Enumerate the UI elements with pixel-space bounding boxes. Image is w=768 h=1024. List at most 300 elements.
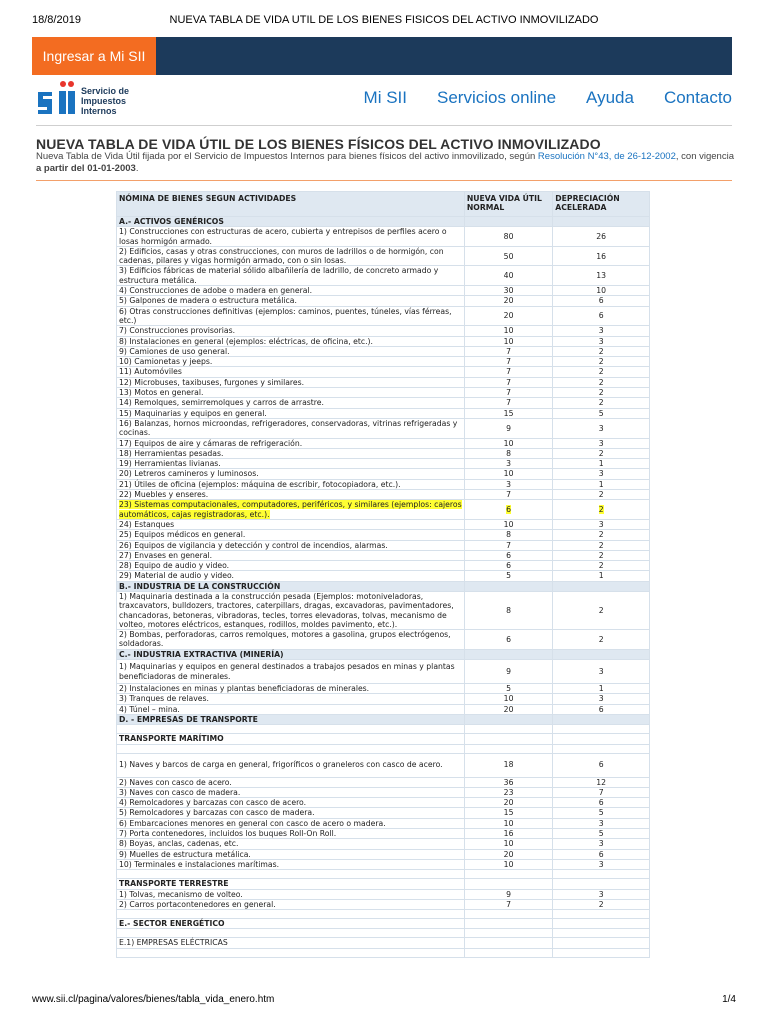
cell-text: 30 [503, 286, 514, 296]
accelerated-cell [553, 714, 650, 724]
table-row [117, 540, 650, 550]
highlighted-text: 2 [598, 504, 604, 514]
normal-life-cell [464, 630, 552, 650]
asset-name-cell [117, 704, 465, 714]
nav-servicios-online[interactable]: Servicios online [436, 88, 557, 107]
cell-text: 3) Tranques de relaves. [119, 694, 209, 704]
accelerated-cell [553, 777, 650, 787]
table-row [117, 829, 650, 839]
normal-life-cell [464, 459, 552, 469]
blank-row [117, 948, 650, 957]
cell-text: 9 [506, 423, 512, 433]
accelerated-cell [553, 408, 650, 418]
asset-name-cell [117, 734, 465, 744]
normal-life-cell [464, 929, 552, 938]
blank-row [117, 929, 650, 938]
accelerated-cell [553, 561, 650, 571]
accelerated-cell [553, 694, 650, 704]
normal-life-cell [464, 879, 552, 889]
cell-text: 5) Remolcadores y barcazas con casco de madera. [119, 808, 315, 818]
cell-text: 36 [503, 777, 514, 787]
normal-life-cell [464, 540, 552, 550]
accelerated-cell [553, 217, 650, 227]
cell-text: 13) Motos en general. [119, 388, 204, 398]
cell-text: 3 [598, 889, 604, 899]
normal-life-cell [464, 438, 552, 448]
cell-text: 26 [596, 231, 607, 241]
asset-name-cell [117, 870, 465, 879]
cell-text: 3 [598, 694, 604, 704]
accelerated-cell [553, 459, 650, 469]
cell-text: 10 [503, 469, 514, 479]
table-row [117, 469, 650, 479]
cell-text: 20 [503, 296, 514, 306]
cell-text: E.1) EMPRESAS ELÉCTRICAS [119, 938, 228, 948]
normal-life-cell [464, 266, 552, 286]
table-row [117, 849, 650, 859]
accelerated-cell [553, 649, 650, 659]
normal-life-cell [464, 479, 552, 489]
login-button[interactable]: Ingresar a Mi SII [32, 37, 156, 75]
asset-name-cell [117, 919, 465, 929]
normal-life-cell [464, 849, 552, 859]
normal-life-cell [464, 753, 552, 777]
cell-text: 10 [596, 286, 607, 296]
cell-text: 2 [598, 388, 604, 398]
accelerated-cell [553, 919, 650, 929]
table-row [117, 694, 650, 704]
cell-text: 14) Remolques, semirremolques y carros de arrastre. [119, 398, 324, 408]
asset-name-cell [117, 938, 465, 948]
cell-text: 8 [506, 605, 512, 615]
cell-text: 12) Microbuses, taxibuses, furgones y similares. [119, 377, 305, 387]
cell-text: E.- SECTOR ENERGÉTICO [119, 919, 225, 929]
cell-text: D. - EMPRESAS DE TRANSPORTE [119, 714, 258, 724]
accelerated-cell [553, 357, 650, 367]
cell-text: 20 [503, 311, 514, 321]
table-row [117, 266, 650, 286]
accelerated-cell [553, 306, 650, 326]
cell-text: 1) Maquinaria destinada a la construcción pesada (Ejemplos: motoniveladoras, traxcavators, bulldozers, tractores, caterpillars, dragas, excavadoras, pavimentadores, chancadoras, betoneras, vibradoras, tecles, torres elevadoras, tolvas, mecanismo de volteo, motores eléctricos, estanques, rodillos, moldes pavimento, etc.). [119, 591, 454, 629]
accelerated-cell [553, 469, 650, 479]
table-row [117, 808, 650, 818]
cell-text: 7 [506, 490, 512, 500]
asset-name-cell [117, 714, 465, 724]
cell-text: 5 [598, 808, 604, 818]
cell-text: 10 [503, 519, 514, 529]
accelerated-cell [553, 725, 650, 734]
cell-text: 3 [506, 459, 512, 469]
asset-name-cell [117, 469, 465, 479]
cell-text: 2) Edificios, casas y otras construcciones, con muros de ladrillos o de hormigón, con cadenas, pilares y vigas hormigón armado, con o sin losas. [119, 246, 444, 266]
asset-name-cell [117, 829, 465, 839]
accelerated-cell [553, 266, 650, 286]
normal-life-cell [464, 899, 552, 909]
cell-text: 5 [506, 684, 512, 694]
asset-name-cell [117, 540, 465, 550]
cell-text: 1 [598, 571, 604, 581]
cell-text: 7 [506, 357, 512, 367]
asset-name-cell [117, 753, 465, 777]
table-row [117, 787, 650, 797]
normal-life-cell [464, 469, 552, 479]
nav-contacto[interactable]: Contacto [663, 88, 732, 107]
cell-text: 10 [503, 694, 514, 704]
accelerated-cell [553, 418, 650, 438]
normal-life-cell [464, 839, 552, 849]
accelerated-cell [553, 388, 650, 398]
normal-life-cell [464, 561, 552, 571]
cell-text: 10 [503, 839, 514, 849]
accelerated-cell [553, 550, 650, 560]
accelerated-cell [553, 479, 650, 489]
table-row [117, 684, 650, 694]
asset-name-cell [117, 879, 465, 889]
cell-text: 50 [503, 251, 514, 261]
asset-name-cell [117, 744, 465, 753]
normal-life-cell [464, 346, 552, 356]
highlighted-text: 23) Sistemas computacionales, computadores, periféricos, y similares (ejemplos: cajeros automáticos, cajas registradoras, etc.). [119, 500, 462, 519]
asset-name-cell [117, 889, 465, 899]
resolution-link[interactable]: Resolución N°43, de 26-12-2002 [537, 151, 676, 162]
table-row [117, 459, 650, 469]
cell-text: 2 [598, 346, 604, 356]
accelerated-cell [553, 346, 650, 356]
cell-text: 12 [596, 777, 607, 787]
cell-text: 5) Galpones de madera o estructura metálica. [119, 296, 297, 306]
highlighted-text: 6 [506, 504, 512, 514]
accelerated-cell [553, 286, 650, 296]
sii-logo[interactable] [36, 80, 146, 120]
asset-name-cell [117, 808, 465, 818]
asset-name-cell [117, 725, 465, 734]
table-row [117, 246, 650, 266]
cell-text: 3 [506, 479, 512, 489]
table-row [117, 550, 650, 560]
asset-name-cell [117, 500, 465, 520]
asset-name-cell [117, 839, 465, 849]
asset-name-cell [117, 438, 465, 448]
cell-text: 2 [598, 448, 604, 458]
cell-text: 15 [503, 408, 514, 418]
cell-text: 2 [598, 899, 604, 909]
cell-text: 6 [506, 561, 512, 571]
accelerated-cell [553, 591, 650, 629]
table-row [117, 357, 650, 367]
cell-text: 2 [598, 605, 604, 615]
table-row [117, 500, 650, 520]
normal-life-cell [464, 326, 552, 336]
cell-text: 1) Construcciones con estructuras de acero, cubierta y entrepisos de perfiles acero o losas hormigón armado. [119, 227, 447, 246]
accelerated-cell [553, 519, 650, 529]
cell-text: 16) Balanzas, hornos microondas, refrigeradores, conservadoras, vitrinas refrigeradas y cocinas. [119, 418, 458, 438]
normal-life-cell [464, 357, 552, 367]
cell-text: 25) Equipos médicos en general. [119, 530, 246, 540]
asset-name-cell [117, 630, 465, 650]
cell-text: 80 [503, 231, 514, 241]
section-row [117, 581, 650, 591]
table-row [117, 336, 650, 346]
cell-text: 6 [598, 760, 604, 770]
blank-row [117, 725, 650, 734]
normal-life-cell [464, 217, 552, 227]
cell-text: 27) Envases en general. [119, 550, 213, 560]
cell-text: 3 [598, 666, 604, 676]
asset-name-cell [117, 649, 465, 659]
normal-life-cell [464, 500, 552, 520]
cell-text: 11) Automóviles [119, 367, 182, 377]
normal-life-cell [464, 490, 552, 500]
blank-row [117, 744, 650, 753]
section-row [117, 714, 650, 724]
accelerated-cell [553, 296, 650, 306]
cell-text: 20) Letreros camineros y luminosos. [119, 469, 259, 479]
normal-life-cell [464, 818, 552, 828]
cell-text: 3 [598, 469, 604, 479]
accelerated-cell [553, 948, 650, 957]
cell-text: 2 [598, 561, 604, 571]
cell-text: 24) Estanques [119, 519, 175, 529]
cell-text: 21) Útiles de oficina (ejemplos: máquina de escribir, fotocopiadora, etc.). [119, 479, 401, 489]
cell-text: 3 [598, 336, 604, 346]
table-row [117, 490, 650, 500]
cell-text: 8 [506, 530, 512, 540]
table-row [117, 571, 650, 581]
cell-text: B.- INDUSTRIA DE LA CONSTRUCCIÓN [119, 581, 281, 591]
cell-text: 7 [506, 899, 512, 909]
divider [36, 125, 732, 126]
asset-name-cell [117, 448, 465, 458]
cell-text: 2) Instalaciones en minas y plantas beneficiadoras de minerales. [119, 684, 370, 694]
asset-name-cell [117, 227, 465, 247]
normal-life-cell [464, 859, 552, 869]
asset-name-cell [117, 550, 465, 560]
subsection-row [117, 879, 650, 889]
blank-row [117, 910, 650, 919]
cell-text: 2 [598, 377, 604, 387]
cell-text: 3) Naves con casco de madera. [119, 787, 241, 797]
cell-text: 7) Porta contenedores, incluidos los buques Roll-On Roll. [119, 829, 337, 839]
cell-text: 7 [506, 367, 512, 377]
print-header [32, 14, 736, 30]
accelerated-cell [553, 859, 650, 869]
asset-name-cell [117, 357, 465, 367]
cell-text: 3 [598, 326, 604, 336]
cell-text: 4) Remolcadores y barcazas con casco de acero. [119, 798, 307, 808]
normal-life-cell [464, 398, 552, 408]
cell-text: 20 [503, 798, 514, 808]
accelerated-cell [553, 704, 650, 714]
table-row [117, 660, 650, 684]
asset-name-cell [117, 818, 465, 828]
normal-life-cell [464, 367, 552, 377]
accelerated-cell [553, 660, 650, 684]
cell-text: 1 [598, 684, 604, 694]
cell-text: TRANSPORTE MARÍTIMO [119, 734, 224, 744]
normal-life-cell [464, 829, 552, 839]
asset-name-cell [117, 581, 465, 591]
cell-text: 2) Naves con casco de acero. [119, 777, 232, 787]
cell-text: 8 [506, 448, 512, 458]
asset-name-cell [117, 479, 465, 489]
cell-text: 2) Bombas, perforadoras, carros remolques, motores a gasolina, grupos electrógenos, soldadoras. [119, 630, 451, 649]
cell-text: 3 [598, 423, 604, 433]
page-title: NUEVA TABLA DE VIDA ÚTIL DE LOS BIENES FÍSICOS DEL ACTIVO INMOVILIZADO [36, 136, 601, 152]
normal-life-cell [464, 787, 552, 797]
cell-text: 15) Maquinarias y equipos en general. [119, 408, 267, 418]
cell-text: 6 [598, 798, 604, 808]
cell-text: 20 [503, 849, 514, 859]
cell-text: 1 [598, 479, 604, 489]
accelerated-cell [553, 500, 650, 520]
normal-life-cell [464, 336, 552, 346]
asset-name-cell [117, 660, 465, 684]
table-row [117, 479, 650, 489]
table-row [117, 286, 650, 296]
nav-ayuda[interactable]: Ayuda [586, 88, 634, 107]
cell-text: 5 [598, 829, 604, 839]
normal-life-cell [464, 388, 552, 398]
table-row [117, 326, 650, 336]
table-row [117, 408, 650, 418]
normal-life-cell [464, 296, 552, 306]
normal-life-cell [464, 919, 552, 929]
accelerated-cell [553, 787, 650, 797]
normal-life-cell [464, 660, 552, 684]
cell-text: 26) Equipos de vigilancia y detección y control de incendios, alarmas. [119, 540, 388, 550]
asset-name-cell [117, 367, 465, 377]
table-row [117, 519, 650, 529]
cell-text: 2) Carros portacontenedores en general. [119, 899, 276, 909]
normal-life-cell [464, 519, 552, 529]
table-row [117, 367, 650, 377]
normal-life-cell [464, 550, 552, 560]
accelerated-cell [553, 377, 650, 387]
cell-text: 1 [598, 459, 604, 469]
cell-text: 9) Camiones de uso general. [119, 346, 230, 356]
cell-text: 29) Material de audio y video. [119, 571, 234, 581]
useful-life-table [116, 191, 650, 958]
accelerated-cell [553, 889, 650, 899]
cell-text: 4) Construcciones de adobe o madera en general. [119, 286, 313, 296]
cell-text: 10 [503, 859, 514, 869]
accelerated-cell [553, 910, 650, 919]
table-header-row [117, 192, 650, 217]
asset-name-cell [117, 306, 465, 326]
accelerated-cell [553, 540, 650, 550]
cell-text: 8) Instalaciones en general (ejemplos: eléctricas, de oficina, etc.). [119, 336, 373, 346]
table-row [117, 630, 650, 650]
table-row [117, 753, 650, 777]
cell-text: 10) Camionetas y jeeps. [119, 357, 213, 367]
normal-life-cell [464, 649, 552, 659]
accelerated-cell [553, 630, 650, 650]
normal-life-cell [464, 227, 552, 247]
table-row [117, 530, 650, 540]
cell-text: 6 [598, 311, 604, 321]
accelerated-cell [553, 367, 650, 377]
accelerated-cell [553, 808, 650, 818]
table-row [117, 798, 650, 808]
asset-name-cell [117, 929, 465, 938]
cell-text: 6 [598, 704, 604, 714]
asset-name-cell [117, 561, 465, 571]
asset-name-cell [117, 398, 465, 408]
accelerated-cell [553, 734, 650, 744]
divider-orange [36, 180, 732, 181]
cell-text: C.- INDUSTRIA EXTRACTIVA (MINERÍA) [119, 649, 284, 659]
cell-text: 2 [598, 550, 604, 560]
logo-text: Servicio de Impuestos Internos [81, 86, 130, 116]
normal-life-cell [464, 744, 552, 753]
normal-life-cell [464, 910, 552, 919]
accelerated-cell [553, 753, 650, 777]
intro-paragraph: Nueva Tabla de Vida Útil fijada por el Servicio de Impuestos Internos para bienes físicos del activo inmovilizado, según Resolución N°43, de 26-12-2002, con vigencia a partir del 01-01-2003. [36, 151, 734, 174]
cell-text: 3 [598, 839, 604, 849]
cell-text: 7 [506, 388, 512, 398]
accelerated-cell [553, 818, 650, 828]
table-row [117, 398, 650, 408]
normal-life-cell [464, 777, 552, 787]
cell-text: 19) Herramientas livianas. [119, 459, 221, 469]
nav-mi-sii[interactable]: Mi SII [363, 88, 407, 107]
accelerated-cell [553, 490, 650, 500]
cell-text: 5 [506, 571, 512, 581]
table-row [117, 296, 650, 306]
table-row [117, 306, 650, 326]
normal-life-cell [464, 408, 552, 418]
cell-text: 10 [503, 818, 514, 828]
asset-name-cell [117, 948, 465, 957]
normal-life-cell [464, 948, 552, 957]
asset-name-cell [117, 408, 465, 418]
cell-text: 5 [598, 408, 604, 418]
asset-name-cell [117, 849, 465, 859]
normal-life-cell [464, 246, 552, 266]
accelerated-cell [553, 839, 650, 849]
asset-name-cell [117, 591, 465, 629]
normal-life-cell [464, 714, 552, 724]
asset-name-cell [117, 346, 465, 356]
accelerated-cell [553, 829, 650, 839]
table-row [117, 777, 650, 787]
asset-name-cell [117, 519, 465, 529]
cell-text: 7 [506, 398, 512, 408]
print-title: NUEVA TABLA DE VIDA UTIL DE LOS BIENES FISICOS DEL ACTIVO INMOVILIZADO [169, 14, 599, 26]
table-row [117, 448, 650, 458]
cell-text: 13 [596, 271, 607, 281]
accelerated-cell [553, 684, 650, 694]
cell-text: 7 [598, 787, 604, 797]
cell-text: TRANSPORTE TERRESTRE [119, 879, 229, 889]
accelerated-cell [553, 448, 650, 458]
asset-name-cell [117, 490, 465, 500]
normal-life-cell [464, 889, 552, 899]
accelerated-cell [553, 246, 650, 266]
accelerated-cell [553, 899, 650, 909]
asset-name-cell [117, 530, 465, 540]
cell-text: 23 [503, 787, 514, 797]
cell-text: 1) Naves y barcos de carga en general, frigoríficos o graneleros con casco de acero. [119, 760, 443, 770]
accelerated-cell [553, 398, 650, 408]
normal-life-cell [464, 870, 552, 879]
section-row [117, 217, 650, 227]
accelerated-cell [553, 744, 650, 753]
cell-text: 7 [506, 377, 512, 387]
cell-text: 2 [598, 357, 604, 367]
cell-text: 9 [506, 666, 512, 676]
table-row [117, 346, 650, 356]
